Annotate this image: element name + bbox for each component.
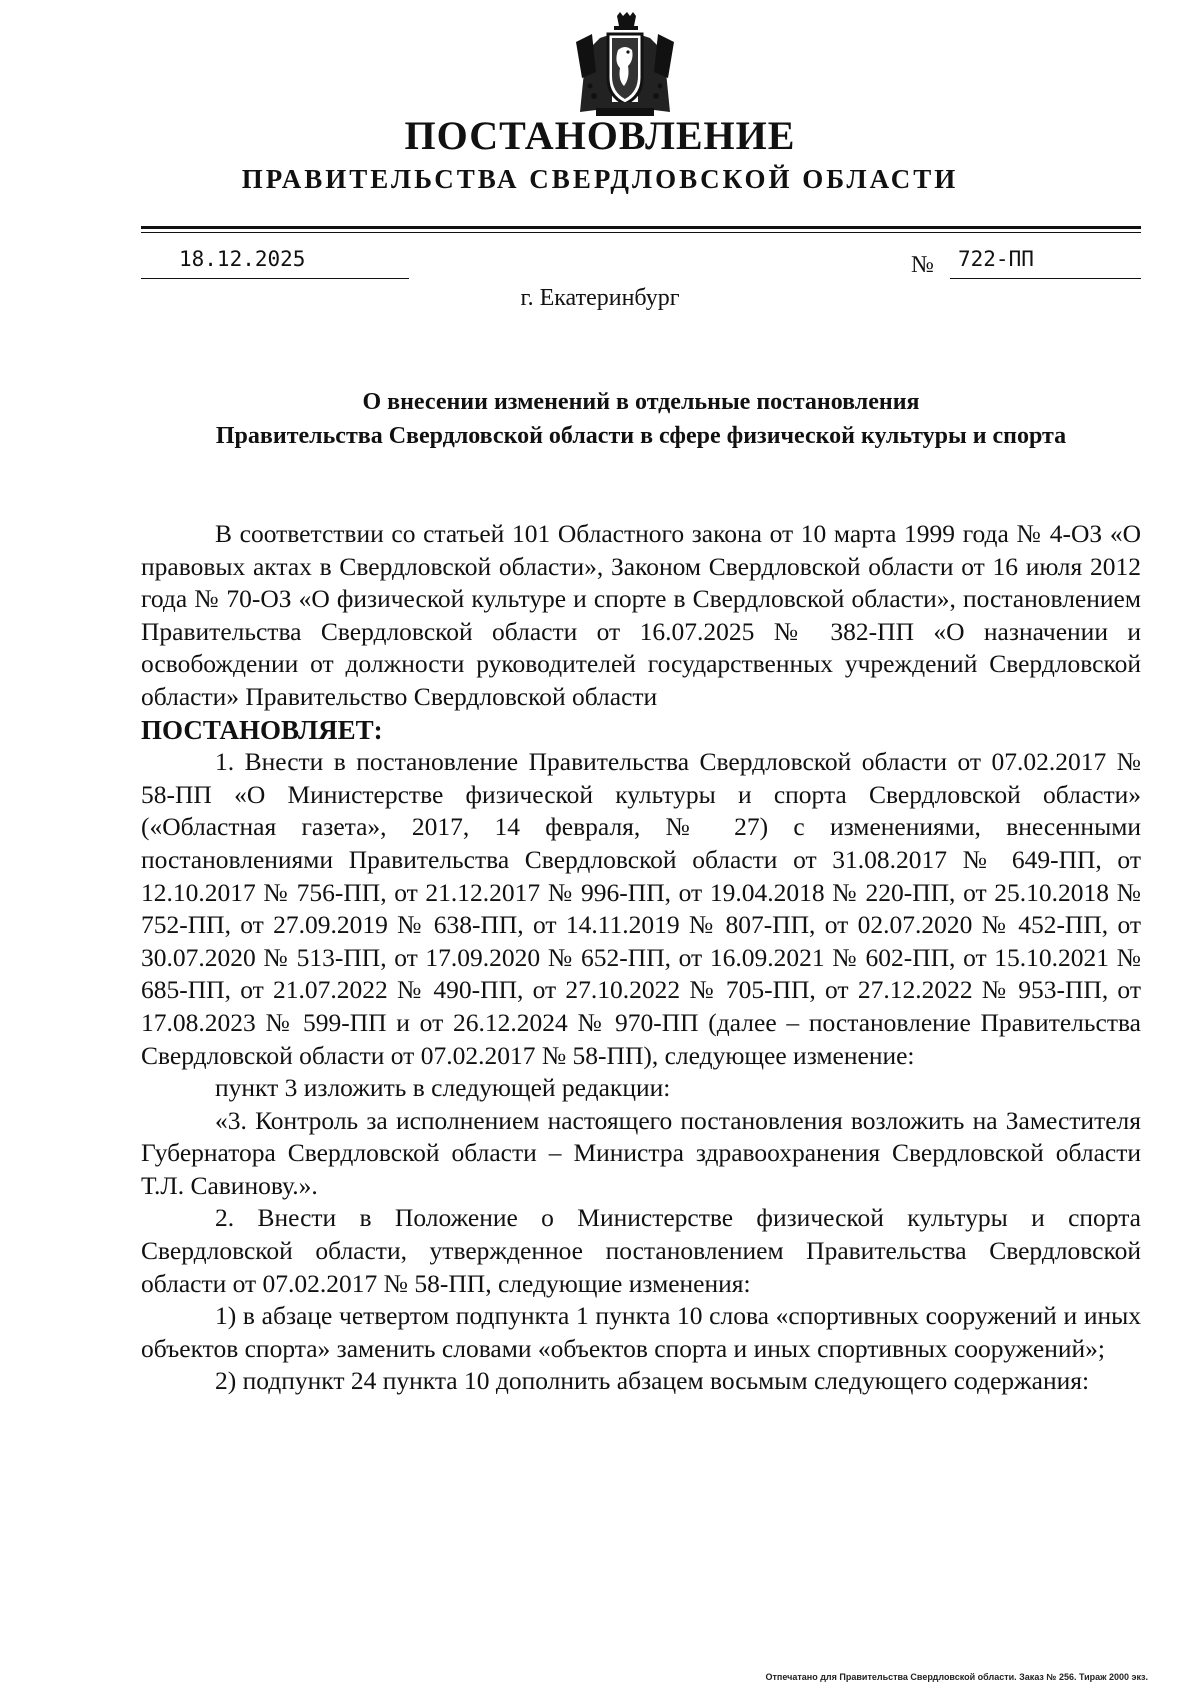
item-1-subparagraph: пункт 3 изложить в следующей редакции:: [215, 1073, 671, 1103]
header-divider-thick: [141, 226, 1141, 229]
document-subject-line-1: О внесении изменений в отдельные постановления: [362, 389, 920, 415]
sverdlovsk-coat-of-arms-icon: [570, 12, 680, 120]
item-1-paragraph: 1. Внести в постановление Правительства Свердловской области от 07.02.2017 № 58-ПП «О Министерстве физической культуры и спорта Свердловской области» («Областная газета», 2017, 14 февраля, № 27) с изменениями, внесенными постановлениями Правительства Свердловской области от 31.08.2017 № 649-ПП, от 12.10.2017 № 756-ПП, от 21.12.2017 № 996-ПП, от 19.04.2018 № 220-ПП, от 25.10.2018 № 752-ПП, от 27.09.2019 № 638-ПП, от 14.11.2019 № 807-ПП, от 02.07.2020 № 452-ПП, от 30.07.2020 № 513-ПП, от 17.09.2020 № 652-ПП, от 16.09.2021 № 602-ПП, от 15.10.2021 № 685-ПП, от 21.07.2022 № 490-ПП, от 27.10.2022 № 705-ПП, от 27.12.2022 № 953-ПП, от 17.08.2023 № 599-ПП и от 26.12.2024 № 970-ПП (далее – постановление Правительства Свердловской области от 07.02.2017 № 58-ПП), следующее изменение:: [141, 747, 1141, 1070]
item-1-quote: «3. Контроль за исполнением настоящего постановления возложить на Заместителя Губернатора Свердловской области – Министра здравоохранения Свердловской области Т.Л. Савинову.».: [141, 1105, 1141, 1200]
issuing-authority-title: ПРАВИТЕЛЬСТВА СВЕРДЛОВСКОЙ ОБЛАСТИ: [241, 164, 959, 194]
document-type-title: ПОСТАНОВЛЕНИЕ: [404, 113, 796, 158]
number-sign: №: [911, 252, 934, 278]
header-divider-thin: [141, 232, 1141, 233]
document-number: 722-ПП: [950, 247, 1141, 279]
document-subject: [141, 385, 1141, 453]
item-2-paragraph: 2. Внести в Положение о Министерстве физической культуры и спорта Свердловской области, утвержденное постановлением Правительства Свердловской области от 07.02.2017 № 58-ПП, следующие изменения:: [141, 1203, 1141, 1298]
item-2-subitem-1: 1) в абзаце четвертом подпункта 1 пункта 10 слова «спортивных сооружений и иных объектов спорта» заменить словами «объектов спорта и иных спортивных сооружений»;: [141, 1301, 1141, 1363]
document-date: 18.12.2025: [141, 247, 409, 279]
document-subject-line-2: Правительства Свердловской области в сфере физической культуры и спорта: [215, 423, 1067, 449]
preamble-paragraph: В соответствии со статьей 101 Областного закона от 10 марта 1999 года № 4-ОЗ «О правовых актах в Свердловской области», Законом Свердловской области от 16 июля 2012 года № 70-ОЗ «О физической культуре и спорте в Свердловской области», постановлением Правительства Свердловской области от 16.07.2025 № 382-ПП «О назначении и освобождении от должности руководителей государственных учреждений Свердловской области» Правительство Свердловской области: [141, 519, 1141, 711]
item-2-subitem-2: 2) подпункт 24 пункта 10 дополнить абзацем восьмым следующего содержания:: [215, 1366, 1090, 1396]
print-imprint: Отпечатано для Правительства Свердловской области. Заказ № 256. Тираж 2000 экз.: [765, 1672, 1148, 1682]
document-body: [141, 518, 1141, 1398]
decree-heading: ПОСТАНОВЛЯЕТ:: [141, 714, 383, 745]
document-city: г. Екатеринбург: [520, 285, 680, 311]
